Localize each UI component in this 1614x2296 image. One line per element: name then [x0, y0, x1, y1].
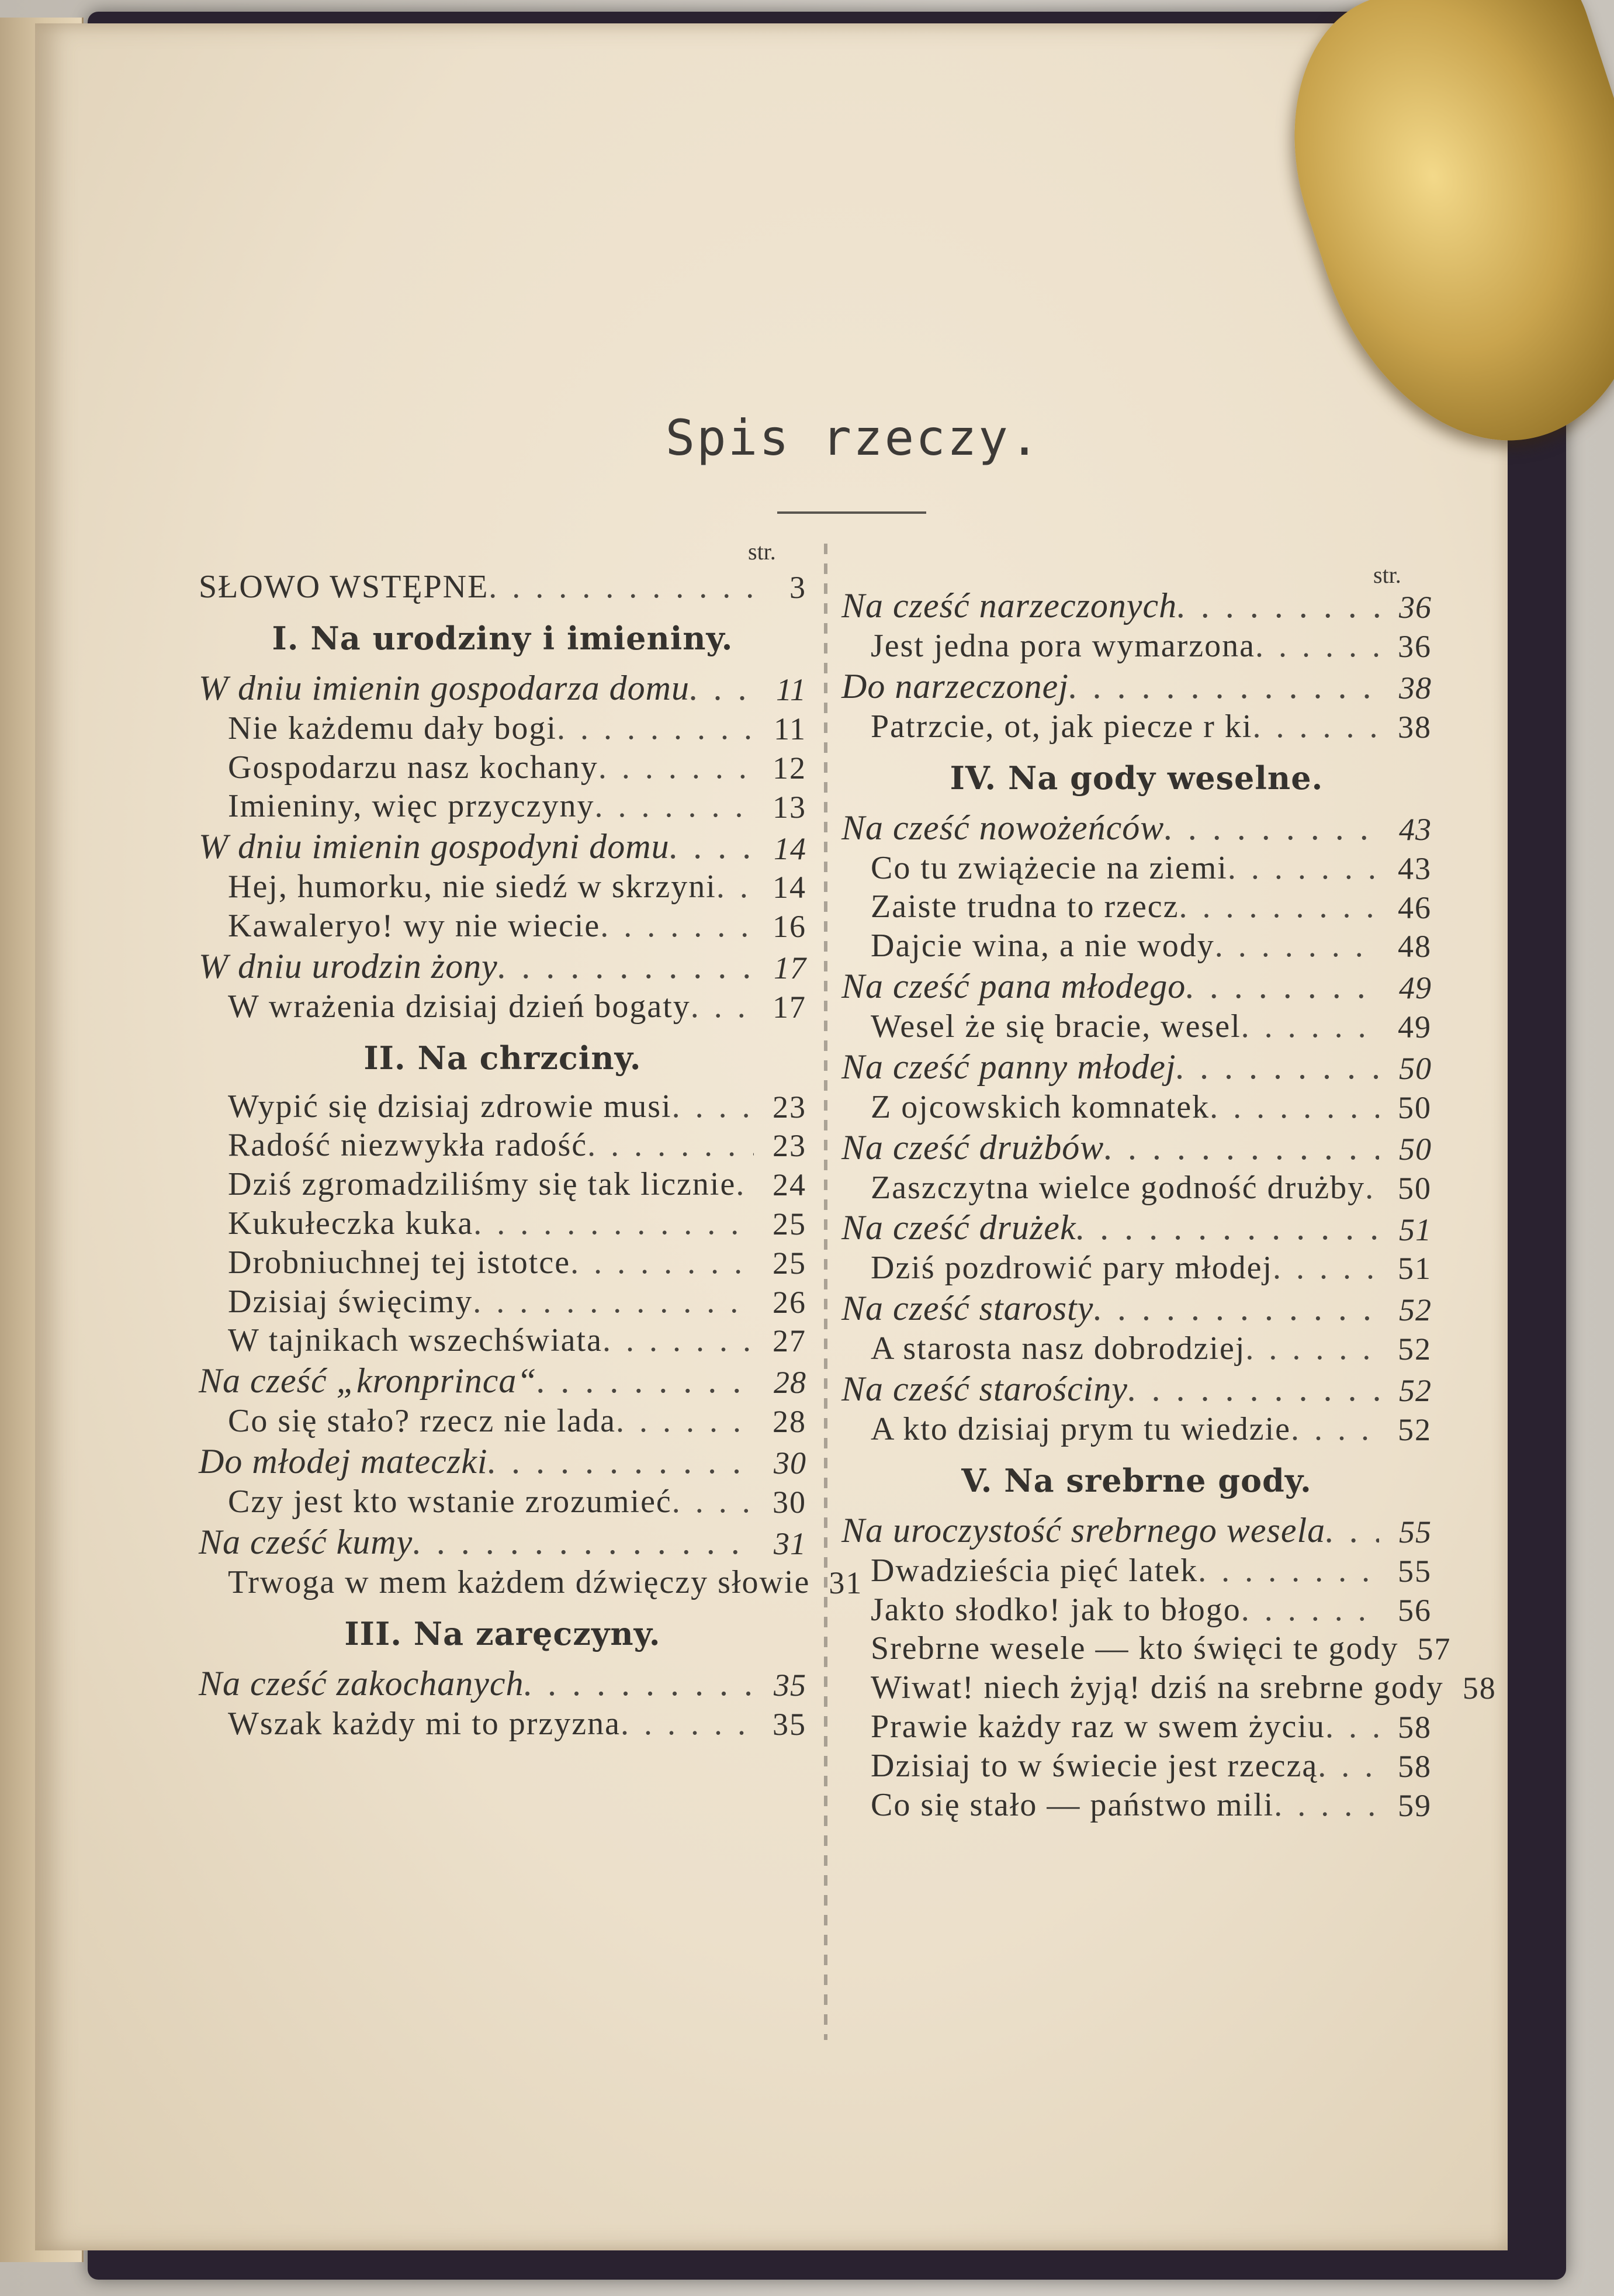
page-number: 16	[773, 909, 806, 945]
leader-dots	[1325, 1512, 1379, 1549]
leader-dots	[1128, 1371, 1379, 1408]
toc-entry	[199, 1090, 806, 1124]
page-number: 23	[773, 1128, 806, 1164]
toc-entry	[841, 1710, 1432, 1744]
leader-dots	[1093, 1290, 1379, 1327]
entry-title: W dniu urodzin żony	[199, 946, 498, 986]
page-number: 56	[1398, 1592, 1432, 1628]
page-number: 36	[1398, 629, 1432, 665]
leader-dots	[1164, 810, 1379, 846]
leader-dots	[690, 670, 754, 707]
page-number: 14	[774, 831, 806, 866]
page-number: 52	[1399, 1292, 1432, 1328]
entry-title: Na cześć drużbów	[841, 1128, 1104, 1167]
leader-dots	[691, 990, 754, 1024]
leader-dots	[498, 948, 754, 985]
leader-dots	[1228, 851, 1379, 886]
toc-entry	[841, 890, 1432, 924]
page-number: 49	[1398, 1009, 1432, 1045]
page-number: 51	[1399, 1212, 1432, 1247]
leader-dots	[1076, 1209, 1379, 1246]
toc-subheading-entry	[841, 1129, 1432, 1166]
toc-entry	[199, 711, 806, 746]
toc-entry	[841, 851, 1432, 886]
toc-subheading-entry	[841, 587, 1432, 624]
toc-entry	[199, 1485, 806, 1519]
page-number: 58	[1398, 1710, 1432, 1745]
page-number: 17	[774, 950, 806, 986]
entry-title: Radość niezwykła radość	[228, 1127, 588, 1164]
toc-subheading-entry	[199, 1524, 806, 1561]
entry-title: Drobniuchnej tej istotce	[228, 1244, 571, 1281]
entry-title: Wesel że się bracie, wesel	[871, 1008, 1241, 1045]
entry-title: Dziś zgromadziliśmy się tak licznie	[228, 1166, 736, 1203]
leader-dots	[473, 1206, 754, 1241]
toc-entry	[841, 1788, 1432, 1823]
leader-dots	[1179, 890, 1379, 924]
leader-dots	[1215, 929, 1379, 963]
page-number: 35	[773, 1706, 806, 1742]
entry-title: Czy jest kto wstanie zrozumieć	[228, 1483, 672, 1520]
entry-title: Na uroczystość srebrnego wesela	[841, 1510, 1326, 1550]
page-number: 51	[1398, 1251, 1432, 1287]
toc-entry	[199, 1285, 806, 1319]
leader-dots	[1274, 1788, 1379, 1823]
entry-title: Wiwat! niech żyją! dziś na srebrne gody	[871, 1669, 1444, 1706]
leader-dots	[1255, 629, 1379, 663]
page-number: 14	[773, 870, 806, 905]
entry-title: Trwoga w mem każdem dźwięczy słowie	[228, 1564, 811, 1600]
entry-title: Nie każdemu dały bogi	[228, 710, 557, 746]
entry-title: W tajnikach wszechświata	[228, 1322, 602, 1359]
leader-dots	[473, 1285, 754, 1319]
page-number: 50	[1398, 1090, 1432, 1125]
page-number: 52	[1398, 1332, 1432, 1367]
page-number: 55	[1398, 1553, 1432, 1589]
page-number: 43	[1398, 850, 1432, 886]
leader-dots	[557, 711, 754, 746]
toc-entry	[841, 1749, 1432, 1783]
toc-subheading-entry	[199, 1665, 806, 1702]
section-heading: I. Na urodziny i imieniny.	[272, 619, 733, 657]
leader-dots	[587, 1128, 754, 1163]
entry-title: Wypić się dzisiaj zdrowie musi	[228, 1088, 672, 1125]
page-number: 23	[773, 1089, 806, 1125]
leader-dots	[537, 1363, 754, 1399]
entry-title: Gospodarzu nasz kochany	[228, 749, 598, 786]
leader-dots	[1176, 1049, 1379, 1085]
leader-dots	[1186, 968, 1379, 1005]
leader-dots	[488, 1443, 754, 1480]
page-number: 11	[774, 711, 806, 746]
toc-entry	[199, 1707, 806, 1741]
leader-dots	[524, 1665, 754, 1702]
page-number: 11	[776, 672, 806, 708]
leader-dots	[1245, 1332, 1379, 1366]
entry-title: Na cześć nowożeńców	[841, 808, 1165, 847]
leader-dots	[616, 1404, 754, 1439]
section-heading: II. Na chrzciny.	[363, 1039, 642, 1077]
section-heading: III. Na zaręczyny.	[344, 1614, 661, 1652]
page-number: 3	[789, 570, 806, 606]
page-number: 50	[1399, 1051, 1432, 1087]
toc-subheading-entry	[841, 668, 1432, 705]
entry-title: SŁOWO WSTĘPNE	[199, 569, 489, 605]
toc-subheading-entry	[199, 828, 806, 865]
page-number: 28	[773, 1404, 806, 1440]
leader-dots	[1365, 1171, 1379, 1205]
toc-entry	[199, 909, 806, 943]
leader-dots	[1253, 710, 1380, 744]
toc-subheading-entry	[841, 1290, 1432, 1327]
page-number: 28	[774, 1365, 806, 1401]
toc-subheading-entry	[841, 1049, 1432, 1085]
toc-entry	[841, 1332, 1432, 1366]
page-number: 50	[1399, 1131, 1432, 1167]
leader-dots	[670, 828, 754, 865]
entry-title: A kto dzisiaj prym tu wiedzie	[871, 1410, 1291, 1447]
toc-intro-entry	[199, 570, 806, 604]
page-number: 59	[1398, 1787, 1432, 1823]
toc-entry	[199, 1246, 806, 1280]
entry-title: Srebrne wesele — kto święci te gody	[871, 1630, 1399, 1667]
toc-subheading-entry	[199, 670, 806, 707]
toc-entry	[841, 1412, 1432, 1447]
leader-dots	[489, 570, 754, 604]
page-number: 38	[1399, 670, 1432, 706]
toc-entry	[841, 1090, 1432, 1125]
column-divider	[824, 544, 827, 2040]
toc-entry	[841, 1251, 1432, 1285]
toc-entry	[841, 1554, 1432, 1588]
toc-entry	[199, 1564, 863, 1600]
toc-entry	[841, 1593, 1432, 1627]
toc-entry	[841, 1630, 1452, 1667]
entry-title: W dniu imienin gospodyni domu	[199, 827, 670, 866]
leader-dots	[621, 1707, 754, 1741]
entry-title: Hej, humorku, nie siedź w skrzyni	[228, 869, 716, 905]
page-number: 30	[773, 1485, 806, 1520]
left-page-label: str.	[748, 538, 776, 565]
toc-entry	[199, 751, 806, 785]
page-number: 48	[1398, 929, 1432, 964]
entry-title: W wrażenia dzisiaj dzień bogaty	[228, 988, 691, 1025]
toc-entry	[841, 929, 1432, 963]
toc-subheading-entry	[841, 968, 1432, 1005]
leader-dots	[600, 909, 754, 943]
leader-dots	[413, 1524, 754, 1561]
page-number: 43	[1399, 811, 1432, 847]
leader-dots	[1069, 668, 1379, 705]
leader-dots	[1177, 587, 1379, 624]
leader-dots	[1241, 1009, 1379, 1044]
leader-dots	[602, 1323, 754, 1358]
page-number: 58	[1398, 1748, 1432, 1784]
entry-title: Na cześć „kronprinca“	[199, 1361, 537, 1401]
section-heading: V. Na srebrne gody.	[961, 1461, 1312, 1499]
leader-dots	[1198, 1554, 1379, 1588]
page-number: 55	[1399, 1514, 1432, 1550]
page-number: 58	[1462, 1671, 1497, 1706]
toc-subheading-entry	[841, 810, 1432, 846]
toc-subheading-entry	[199, 1443, 806, 1480]
page-number: 26	[773, 1284, 806, 1320]
entry-title: Patrzcie, ot, jak piecze r ki	[871, 708, 1253, 745]
section-heading: IV. Na gody weselne.	[950, 759, 1324, 797]
title-rule	[777, 511, 926, 514]
page-title: Spis rzeczy.	[665, 409, 1041, 466]
leader-dots	[1210, 1090, 1379, 1125]
entry-title: Kukułeczka kuka	[228, 1205, 474, 1242]
entry-title: Imieniny, więc przyczyny	[228, 788, 595, 825]
page-number: 17	[773, 989, 806, 1025]
entry-title: Wszak każdy mi to przyzna	[228, 1705, 621, 1742]
entry-title: Co tu zwiążecie na ziemi	[871, 849, 1228, 886]
entry-title: Jakto słodko! jak to błogo	[871, 1591, 1241, 1628]
entry-title: Na cześć narzeczonych	[841, 586, 1177, 625]
leader-dots	[1318, 1749, 1379, 1783]
toc-entry	[199, 789, 806, 824]
toc-entry	[841, 1171, 1432, 1205]
entry-title: Dajcie wina, a nie wody	[871, 928, 1215, 964]
leader-dots	[1325, 1710, 1379, 1744]
entry-title: Dzisiaj święcimy	[228, 1283, 473, 1320]
leader-dots	[1241, 1593, 1379, 1627]
page-number: 49	[1399, 970, 1432, 1006]
entry-title: Co się stało? rzecz nie lada	[228, 1403, 616, 1440]
toc-entry	[199, 1128, 806, 1163]
page-number: 27	[773, 1323, 806, 1359]
page-number: 31	[829, 1565, 863, 1600]
leader-dots	[716, 870, 754, 904]
toc-entry	[841, 710, 1432, 744]
entry-title: Kawaleryo! wy nie wiecie	[228, 907, 601, 944]
leader-dots	[736, 1167, 754, 1202]
toc-entry	[841, 629, 1432, 663]
page-number: 31	[774, 1526, 806, 1562]
entry-title: Do narzeczonej	[841, 666, 1069, 706]
entry-title: W dniu imienin gospodarza domu	[199, 668, 690, 707]
entry-title: Co się stało — państwo mili	[871, 1786, 1274, 1823]
leader-dots	[594, 789, 754, 824]
right-page-label: str.	[1373, 562, 1401, 588]
page-number: 12	[773, 750, 806, 786]
entry-title: Z ojcowskich komnatek	[871, 1088, 1210, 1125]
entry-title: Na cześć zakochanych	[199, 1664, 524, 1703]
entry-title: Na cześć starościny	[841, 1369, 1128, 1408]
leader-dots	[1291, 1412, 1379, 1447]
page-number: 52	[1399, 1373, 1432, 1409]
leader-dots	[1273, 1251, 1379, 1285]
toc-entry	[841, 1009, 1432, 1044]
page-number: 25	[773, 1245, 806, 1281]
page-number: 46	[1398, 890, 1432, 925]
toc-subheading-entry	[841, 1371, 1432, 1408]
page-number: 38	[1398, 709, 1432, 745]
entry-title: Prawie każdy raz w swem życiu	[871, 1708, 1325, 1745]
page-number: 25	[773, 1206, 806, 1242]
entry-title: Jest jedna pora wymarzona	[871, 628, 1255, 664]
toc-entry	[199, 1323, 806, 1358]
toc-subheading-entry	[841, 1512, 1432, 1549]
page-number: 24	[773, 1167, 806, 1203]
entry-title: Na cześć pana młodego	[841, 966, 1186, 1005]
toc-entry	[199, 870, 806, 904]
toc-entry	[841, 1669, 1497, 1706]
page-number: 57	[1417, 1631, 1452, 1667]
toc-subheading-entry	[199, 948, 806, 985]
leader-dots	[570, 1246, 754, 1280]
page-number: 50	[1398, 1170, 1432, 1206]
leader-dots	[1104, 1129, 1379, 1166]
leader-dots	[672, 1090, 754, 1124]
leader-dots	[598, 751, 754, 785]
entry-title: Dziś pozdrowić pary młodej	[871, 1250, 1273, 1287]
left-column	[199, 569, 863, 1745]
entry-title: Zaszczytna wielce godność drużby	[871, 1169, 1366, 1206]
right-column	[841, 586, 1497, 1827]
entry-title: Na cześć kumy	[199, 1522, 413, 1561]
entry-title: Na cześć drużek	[841, 1208, 1076, 1247]
entry-title: Na cześć panny młodej	[841, 1047, 1176, 1086]
toc-entry	[199, 1206, 806, 1241]
entry-title: A starosta nasz dobrodziej	[871, 1330, 1246, 1367]
entry-title: Dwadzieścia pięć latek	[871, 1552, 1199, 1589]
toc-entry	[199, 1404, 806, 1439]
toc-subheading-entry	[199, 1363, 806, 1399]
leader-dots	[672, 1485, 754, 1519]
page-number: 13	[773, 789, 806, 825]
page-number: 35	[774, 1667, 806, 1703]
entry-title: Do młodej mateczki	[199, 1441, 488, 1481]
page-number: 52	[1398, 1412, 1432, 1448]
page-number: 30	[774, 1446, 806, 1481]
toc-subheading-entry	[841, 1209, 1432, 1246]
entry-title: Na cześć starosty	[841, 1289, 1094, 1328]
toc-entry	[199, 1167, 806, 1202]
entry-title: Zaiste trudna to rzecz	[871, 888, 1179, 925]
page-number: 36	[1399, 590, 1432, 625]
toc-entry	[199, 990, 806, 1024]
entry-title: Dzisiaj to w świecie jest rzeczą	[871, 1747, 1318, 1784]
